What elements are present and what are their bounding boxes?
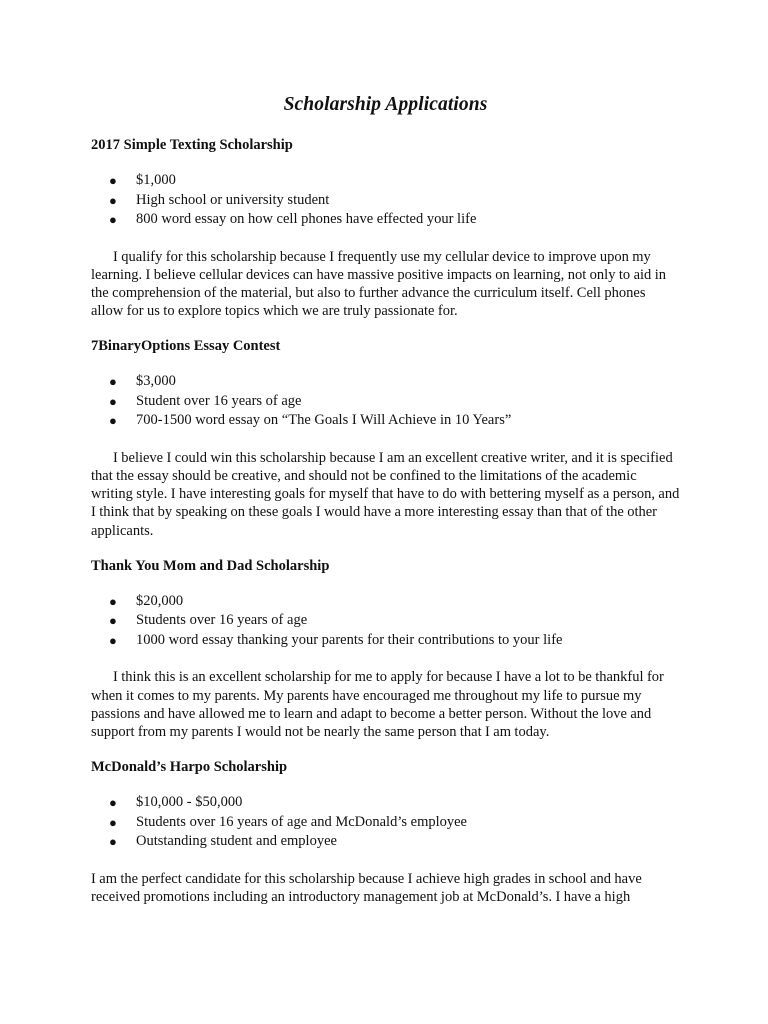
list-item-text: 1000 word essay thanking your parents for their contributions to your life xyxy=(136,631,563,648)
bullet-dot-icon: ● xyxy=(109,173,117,188)
bullet-dot-icon: ● xyxy=(109,393,117,409)
list-item-text: $10,000 - $50,000 xyxy=(136,794,243,811)
list-item-text: 700-1500 word essay on “The Goals I Will Achieve in 10 Years” xyxy=(136,412,512,429)
section-heading: McDonald’s Harpo Scholarship xyxy=(91,759,288,776)
scholarship-section xyxy=(91,136,680,320)
bullet-dot-icon: ● xyxy=(109,632,117,648)
scholarship-section xyxy=(91,337,680,540)
list-item-text: 800 word essay on how cell phones have effected your life xyxy=(136,211,477,227)
section-paragraph: I am the perfect candidate for this scholarship because I achieve high grades in school and have received promotions including an introductory management job at McDonald’s. I have a high xyxy=(91,870,642,905)
list-item xyxy=(109,832,680,852)
list-item xyxy=(109,611,680,631)
list-item xyxy=(109,210,680,230)
section-heading: 2017 Simple Texting Scholarship xyxy=(91,137,293,153)
list-item xyxy=(109,813,680,833)
list-item xyxy=(109,372,680,392)
section-heading: 7BinaryOptions Essay Contest xyxy=(91,338,281,355)
section-paragraph: I believe I could win this scholarship because I am an excellent creative writer, and it is specified that the essay should be creative, and should not be confined to the limitations of the academic writing style. I have interesting goals for myself that have to do with bettering myself as a person, and I think that by speaking on these goals I would have a more interesting essay than that of the other applicants. xyxy=(91,449,680,539)
requirements-list xyxy=(91,372,680,431)
bullet-dot-icon: ● xyxy=(109,374,117,390)
list-item xyxy=(109,392,680,412)
list-item-text: $1,000 xyxy=(136,172,176,188)
bullet-dot-icon: ● xyxy=(109,192,117,208)
list-item-text: $3,000 xyxy=(136,373,176,390)
section-paragraph: I qualify for this scholarship because I frequently use my cellular device to improve upon my learning. I believe cellular devices can have massive positive impacts on learning, not only to aid in the comprehension of the material, but also to further advance the curriculum itself. Cell phones allow for us to explore topics which we are truly passionate for. xyxy=(91,248,667,320)
section-paragraph: I think this is an excellent scholarship for me to apply for because I have a lot to be thankful for when it comes to my parents. My parents have encouraged me throughout my life to pursue my passions and have allowed me to learn and adapt to become a better person. Without the love and support from my parents I would not be nearly the same person that I am today. xyxy=(91,669,664,740)
requirements-list xyxy=(91,793,680,852)
requirements-list xyxy=(91,592,680,651)
list-item xyxy=(109,793,680,813)
list-item-text: Student over 16 years of age xyxy=(136,392,302,409)
bullet-dot-icon: ● xyxy=(109,814,117,830)
list-item xyxy=(109,631,680,651)
bullet-dot-icon: ● xyxy=(109,834,117,850)
section-heading: Thank You Mom and Dad Scholarship xyxy=(91,557,330,574)
requirements-list xyxy=(91,171,680,230)
list-item-text: Outstanding student and employee xyxy=(136,833,337,850)
list-item xyxy=(109,411,680,431)
list-item-text: High school or university student xyxy=(136,191,330,208)
list-item xyxy=(109,171,680,191)
scholarship-section xyxy=(91,758,680,906)
list-item-text: Students over 16 years of age and McDonald’s employee xyxy=(136,813,467,830)
list-item-text: $20,000 xyxy=(136,592,184,609)
bullet-dot-icon: ● xyxy=(109,593,117,609)
bullet-dot-icon: ● xyxy=(109,795,117,811)
title-block xyxy=(91,92,680,136)
bullet-dot-icon: ● xyxy=(109,413,117,429)
list-item xyxy=(109,191,680,211)
scholarship-section xyxy=(91,557,680,741)
bullet-dot-icon: ● xyxy=(109,212,117,227)
list-item-text: Students over 16 years of age xyxy=(136,612,308,629)
bullet-dot-icon: ● xyxy=(109,613,117,629)
list-item xyxy=(109,592,680,612)
page-title: Scholarship Applications xyxy=(283,94,488,115)
